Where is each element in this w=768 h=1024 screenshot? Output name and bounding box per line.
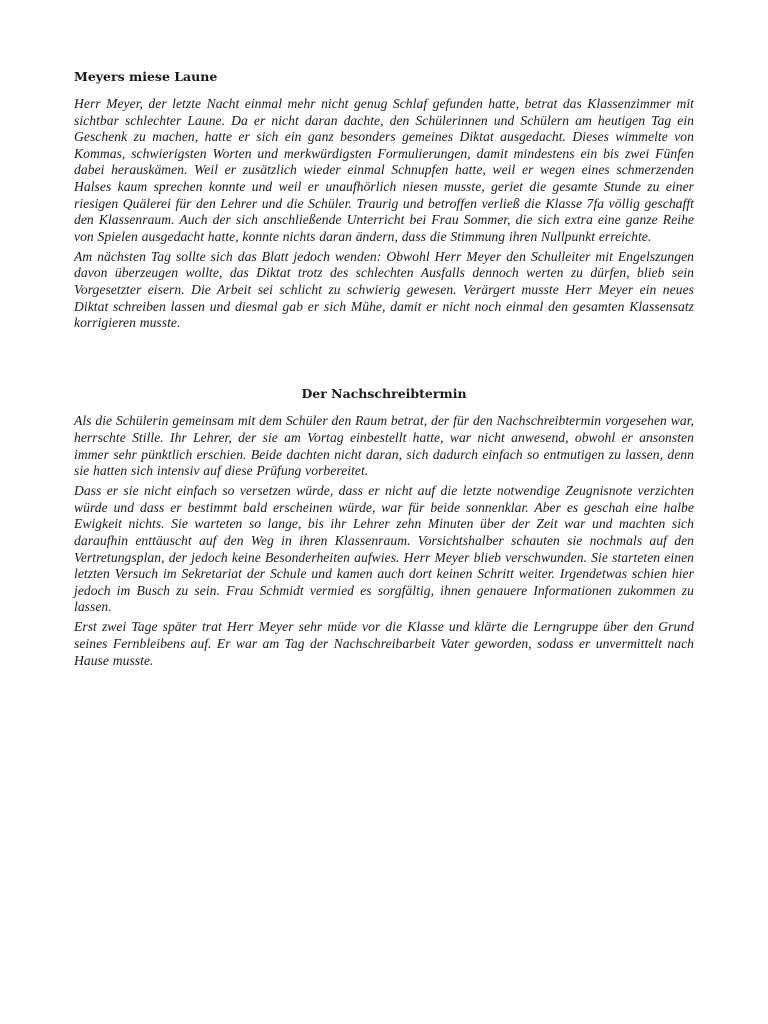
paragraph: Am nächsten Tag sollte sich das Blatt jedoch wenden: Obwohl Herr Meyer den Schulleiter mit Engelszungen davon überzeugen wollte, das Diktat trotz des schlechten Ausfalls dennoch werten zu dürfen, blieb sein Vorgesetzter eisern. Die Arbeit sei schlicht zu schwierig gewesen. Verärgert musste Herr Meyer ein neues Diktat schreiben lassen und diesmal gab er sich Mühe, damit er nicht noch einmal den gesamten Klassensatz korrigieren musste.: [74, 248, 694, 331]
section-spacer: [74, 335, 694, 385]
section-title-nachschreibtermin: Der Nachschreibtermin: [301, 386, 467, 402]
paragraph: Als die Schülerin gemeinsam mit dem Schüler den Raum betrat, der für den Nachschreibtermin vorgesehen war, herrschte Stille. Ihr Lehrer, der sie am Vortag einbestellt hatte, war nicht anwesend, obwohl er ansonsten immer sehr pünktlich erschien. Beide dachten nicht daran, sich dadurch einfach so entmutigen zu lassen, denn sie hatten sich intensiv auf diese Prüfung vorbereitet.: [74, 413, 694, 479]
document-body: [74, 68, 694, 673]
paragraph: Erst zwei Tage später trat Herr Meyer sehr müde vor die Klasse und klärte die Lerngruppe über den Grund seines Fernbleibens auf. Er war am Tag der Nachschreibarbeit Vater geworden, sodass er unvermittelt nach Hause musste.: [74, 619, 694, 668]
paragraph: Herr Meyer, der letzte Nacht einmal mehr nicht genug Schlaf gefunden hatte, betrat das Klassenzimmer mit sichtbar schlechter Laune. Da er nicht daran dachte, den Schülerinnen und Schülern am heutigen Tag ein Geschenk zu machen, hatte er sich ein ganz besonders gemeines Diktat ausgedacht. Dieses wimmelte von Kommas, schwierigsten Worten und merkwürdigsten Formulierungen, damit mindestens ein bis zwei Fünfen dabei herauskämen. Weil er zusätzlich wieder einmal Schnupfen hatte, weil er wegen eines schmerzenden Halses kaum sprechen konnte und weil er unaufhörlich niesen musste, geriet die gesamte Stunde zu einer riesigen Quälerei für den Lehrer und die Schüler. Traurig und betroffen verließ die Klasse 7fa völlig geschafft den Klassenraum. Auch der sich anschließende Unterricht bei Frau Sommer, die sich extra eine ganze Reihe von Spielen ausgedacht hatte, konnte nichts daran ändern, dass die Stimmung ihren Nullpunkt erreichte.: [74, 96, 694, 244]
paragraph: Dass er sie nicht einfach so versetzen würde, dass er nicht auf die letzte notwendige Zeugnisnote verzichten würde und dass er bestimmt bald erscheinen würde, war für beide sonnenklar. Aber es geschah eine halbe Ewigkeit nichts. Sie warteten so lange, bis ihr Lehrer zehn Minuten über der Zeit war und machten sich daraufhin enttäuscht auf den Weg in ihren Klassenraum. Vorsichtshalber schauten sie nochmals auf den Vertretungsplan, der jedoch keine Besonderheiten aufwies. Herr Meyer blieb verschwunden. Sie starteten einen letzten Versuch im Sekretariat der Schule und kamen auch dort keinen Schritt weiter. Irgendetwas schien hier jedoch im Busch zu sein. Frau Schmidt vermied es sorgfältig, ihnen genauere Informationen zukommen zu lassen.: [74, 483, 694, 615]
section-title-meyers-miese-laune: Meyers miese Laune: [74, 69, 218, 84]
